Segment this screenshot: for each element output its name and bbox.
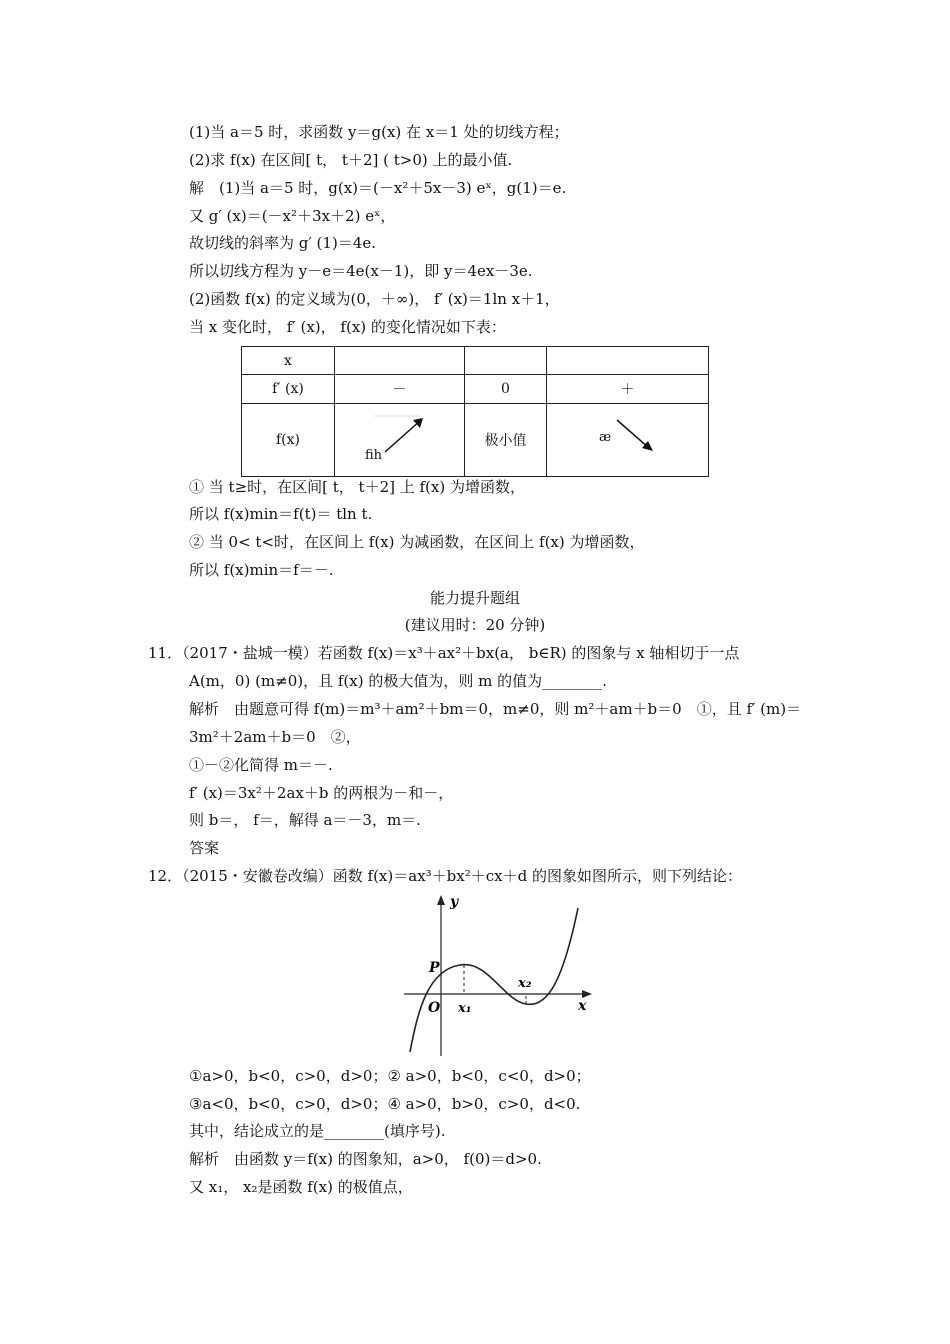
q11-line: 3m²＋2am＋b＝0 ②，	[189, 728, 361, 746]
table-cell	[465, 347, 547, 375]
q12-line: 又 x₁， x₂是函数 f(x) 的极值点，	[189, 1178, 413, 1196]
y-axis-arrow	[437, 895, 445, 905]
label-y: y	[450, 894, 459, 910]
q11-line: ①－②化简得 m＝－.	[189, 756, 333, 774]
text-line: 所以 f(x)min＝f＝－.	[189, 561, 334, 579]
cubic-function-graph	[398, 890, 598, 1060]
table-cell-f-increasing	[547, 404, 709, 477]
label-x: x	[578, 998, 587, 1014]
text-line: (2)求 f(x) 在区间[ t， t＋2] ( t>0) 上的最小值.	[189, 151, 513, 169]
label-P: P	[429, 960, 440, 976]
table-cell-fprime-header: f′ (x)	[242, 375, 335, 404]
label-O: O	[428, 1000, 441, 1016]
text-line: ① 当 t≥时，在区间[ t， t＋2] 上 f(x) 为增函数，	[189, 478, 525, 496]
f-left-glyph: ﬁh	[365, 448, 383, 463]
text-line: (1)当 a＝5 时，求函数 y＝g(x) 在 x＝1 处的切线方程；	[189, 123, 569, 141]
text-line: 解 (1)当 a＝5 时，g(x)＝(－x²＋5x－3) eˣ，g(1)＝e.	[189, 179, 567, 197]
text-line: 所以切线方程为 y－e＝4e(x－1)，即 y＝4ex－3e.	[189, 262, 533, 280]
q11-line: 则 b＝， f＝，解得 a＝－3，m＝.	[189, 811, 421, 829]
arrow-down-right-icon	[547, 404, 709, 476]
table-cell-fprime-positive: ＋	[547, 375, 709, 404]
f-right-glyph: æ	[599, 430, 612, 445]
section-title: 能力提升题组	[429, 589, 520, 607]
text-line: 当 x 变化时， f′ (x)， f(x) 的变化情况如下表：	[189, 318, 506, 336]
text-line: 又 g′ (x)＝(－x²＋3x＋2) eˣ，	[189, 207, 396, 225]
arrow-up-right-icon	[335, 404, 465, 476]
text-line: 故切线的斜率为 g′ (1)＝4e.	[189, 234, 376, 252]
q11-line: A(m，0) (m≠0)，且 f(x) 的极大值为，则 m 的值为________.	[189, 672, 607, 690]
q11-line: f′ (x)＝3x²＋2ax＋b 的两根为－和－，	[189, 784, 454, 802]
q12-option-line: ③a<0，b<0，c>0，d>0；④ a>0，b>0，c>0，d<0.	[189, 1095, 581, 1113]
variation-table	[241, 346, 709, 477]
x-axis-arrow	[582, 990, 592, 998]
q12-line: 12．（2015・安徽卷改编）函数 f(x)＝ax³＋bx²＋cx＋d 的图象如图所示，则下列结论：	[148, 867, 742, 885]
table-cell	[335, 347, 465, 375]
text-line: (2)函数 f(x) 的定义域为(0，＋∞)， f′ (x)＝1ln x＋1，	[189, 290, 560, 308]
table-cell	[547, 347, 709, 375]
q11-answer-label: 答案	[189, 839, 220, 857]
table-cell-f-min: 极小值	[465, 404, 547, 477]
q12-line: 其中，结论成立的是________(填序号).	[189, 1122, 446, 1140]
label-x1: x₁	[458, 1001, 472, 1016]
table-cell-f-header: f(x)	[242, 404, 335, 477]
text-line: ② 当 0< t<时，在区间上 f(x) 为减函数，在区间上 f(x) 为增函数，	[189, 533, 645, 551]
table-cell-fprime-zero: 0	[465, 375, 547, 404]
cubic-curve	[410, 908, 578, 1052]
table-cell-x-header: x	[242, 347, 335, 375]
q12-option-line: ①a>0，b<0，c>0，d>0；② a>0，b<0，c<0，d>0；	[189, 1067, 591, 1085]
text-line: 所以 f(x)min＝f(t)＝ tln t.	[189, 505, 373, 523]
section-subtitle: (建议用时：20 分钟)	[404, 616, 546, 634]
table-cell-fprime-negative: －	[335, 375, 465, 404]
table-cell-f-decreasing	[335, 404, 465, 477]
label-x2: x₂	[518, 976, 532, 991]
q11-line: 11．（2017・盐城一模）若函数 f(x)＝x³＋ax²＋bx(a， b∈R) 的图象与 x 轴相切于一点	[148, 644, 740, 662]
q12-line: 解析 由函数 y＝f(x) 的图象知，a>0， f(0)＝d>0.	[189, 1150, 542, 1168]
q11-line: 解析 由题意可得 f(m)＝m³＋am²＋bm＝0，m≠0，则 m²＋am＋b＝0 ①，且 f′ (m)＝	[189, 700, 802, 718]
